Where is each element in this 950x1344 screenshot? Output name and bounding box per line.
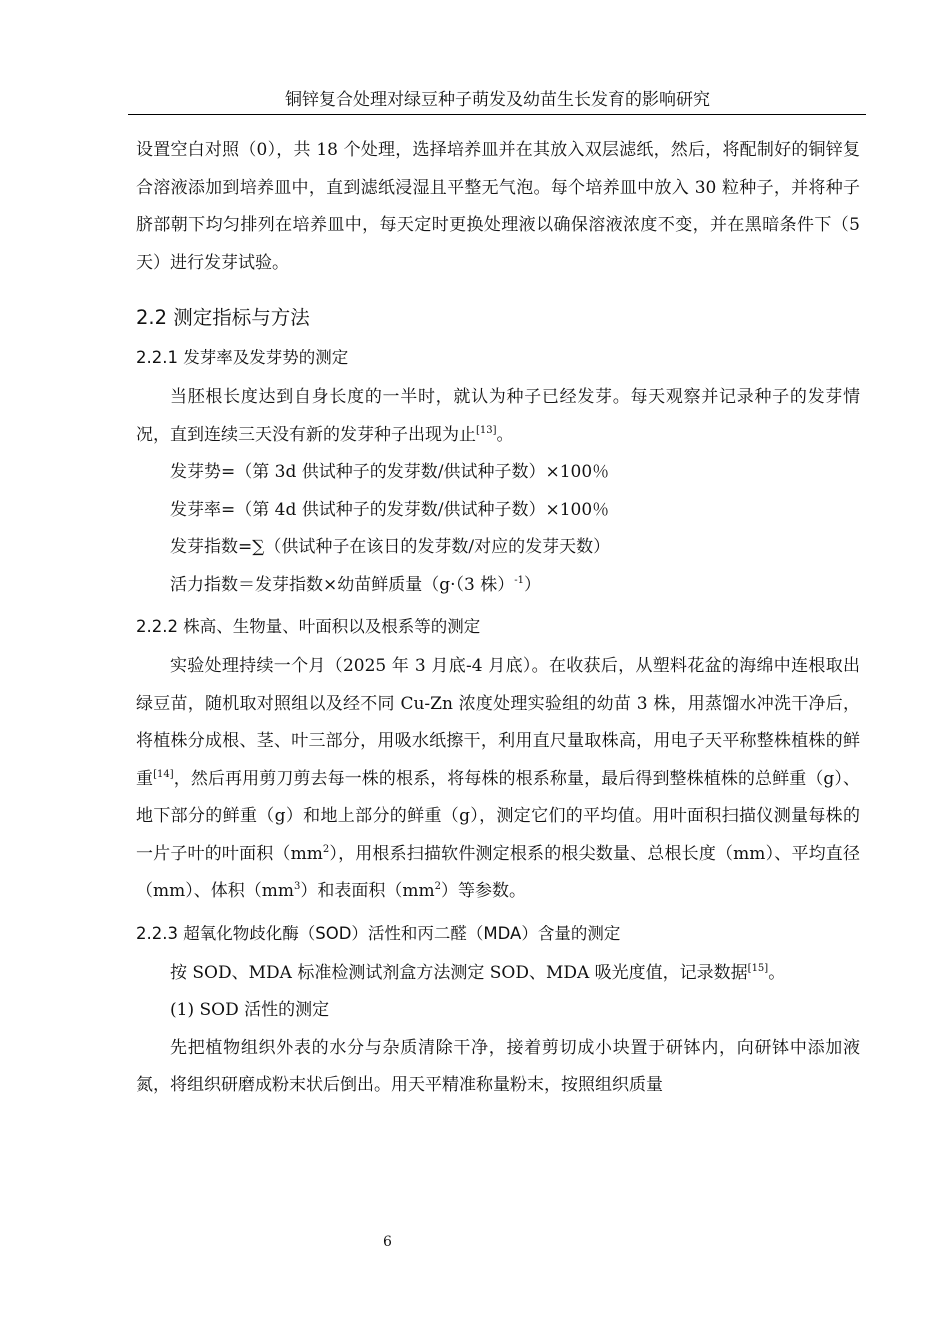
citation-14: [14] xyxy=(153,768,174,780)
superscript: -1 xyxy=(514,574,524,586)
subsection-heading-2-2-3: 2.2.3 超氧化物歧化酶（SOD）活性和丙二醛（MDA）含量的测定 xyxy=(136,923,621,943)
body-content xyxy=(136,132,860,1105)
superscript: 2 xyxy=(322,843,330,855)
formula-germination-energy: 发芽势=（第 3d 供试种子的发芽数/供试种子数）×100％ xyxy=(170,462,610,482)
formula-text: 活力指数＝发芽指数×幼苗鲜质量（g·（3 株） xyxy=(170,574,515,595)
citation-13: [13] xyxy=(476,424,497,436)
paragraph-text: ）等参数。 xyxy=(440,881,526,901)
running-header: 铜锌复合处理对绿豆种子萌发及幼苗生长发育的影响研究 xyxy=(285,90,710,110)
paragraph-text: ），用根系扫描软件测定根系的根尖数量、总根长度（mm）、平均直径（mm）、体积（mm xyxy=(136,843,860,901)
paragraph-text: 当胚根长度达到自身长度的一半时，就认为种子已经发芽。每天观察并记录种子的发芽情况，直到连续三天没有新的发芽种子出现为止 xyxy=(136,387,860,445)
paragraph-treatment-setup: 设置空白对照（0），共 18 个处理，选择培养皿并在其放入双层滤纸，然后，将配制好的铜锌复合溶液添加到培养皿中，直到滤纸浸湿且平整无气泡。每个培养皿中放入 30 粒种子，并将种子脐部朝下均匀排列在培养皿中，每天定时更换处理液以确保溶液浓度不变，并在黑暗条件下（5 天）进行发芽试验。 xyxy=(136,140,860,273)
paragraph-sample-preparation: 先把植物组织外表的水分与杂质清除干净，接着剪切成小块置于研钵内，向研钵中添加液氮，将组织研磨成粉末状后倒出。用天平精准称量粉末，按照组织质量 xyxy=(136,1037,860,1095)
item-sod-activity: (1) SOD 活性的测定 xyxy=(170,1000,330,1020)
paragraph-kit-method xyxy=(136,955,860,993)
subsection-heading-2-2-2: 2.2.2 株高、生物量、叶面积以及根系等的测定 xyxy=(136,617,481,636)
page-number: 6 xyxy=(383,1234,392,1250)
paragraph-text: 按 SOD、MDA 标准检测试剂盒方法测定 SOD、MDA 吸光度值，记录数据 xyxy=(170,962,748,983)
formula-germination-index: 发芽指数=∑（供试种子在该日的发芽数/对应的发芽天数） xyxy=(170,537,611,557)
paragraph-germination-definition xyxy=(136,379,860,454)
superscript: 3 xyxy=(293,881,301,892)
formula-text: ） xyxy=(524,574,541,595)
paragraph-text: ）和表面积（mm xyxy=(300,881,435,901)
paragraph-text: 。 xyxy=(496,424,514,445)
superscript: 2 xyxy=(434,881,441,892)
section-heading-2-2: 2.2 测定指标与方法 xyxy=(136,306,310,329)
paragraph-text: ，然后再用剪刀剪去每一株的根系，将每株的根系称量，最后得到整株植株的总鲜重（g）、地下部分的鲜重（g）和地上部分的鲜重（g），测定它们的平均值。用叶面积扫描仪测量每株的一片子叶的叶面积（mm xyxy=(136,768,861,864)
header-rule xyxy=(128,114,866,115)
subsection-heading-2-2-1: 2.2.1 发芽率及发芽势的测定 xyxy=(136,348,349,367)
paragraph-text: 实验处理持续一个月（2025 年 3 月底-4 月底）。在收获后，从塑料花盆的海绵中连根取出绿豆苗，随机取对照组以及经不同 Cu-Zn 浓度处理实验组的幼苗 3 株，用蒸馏水冲洗干净后，将植株分成根、茎、叶三部分，用吸水纸擦干，利用直尺量取株高，用电子天平称整株植株的鲜重 xyxy=(136,656,860,789)
formula-vigor-index xyxy=(136,567,860,605)
formula-germination-rate: 发芽率=（第 4d 供试种子的发芽数/供试种子数）×100％ xyxy=(170,499,610,520)
paragraph-text: 。 xyxy=(768,962,786,983)
paragraph-growth-measurement xyxy=(136,648,860,911)
citation-15: [15] xyxy=(747,962,769,974)
